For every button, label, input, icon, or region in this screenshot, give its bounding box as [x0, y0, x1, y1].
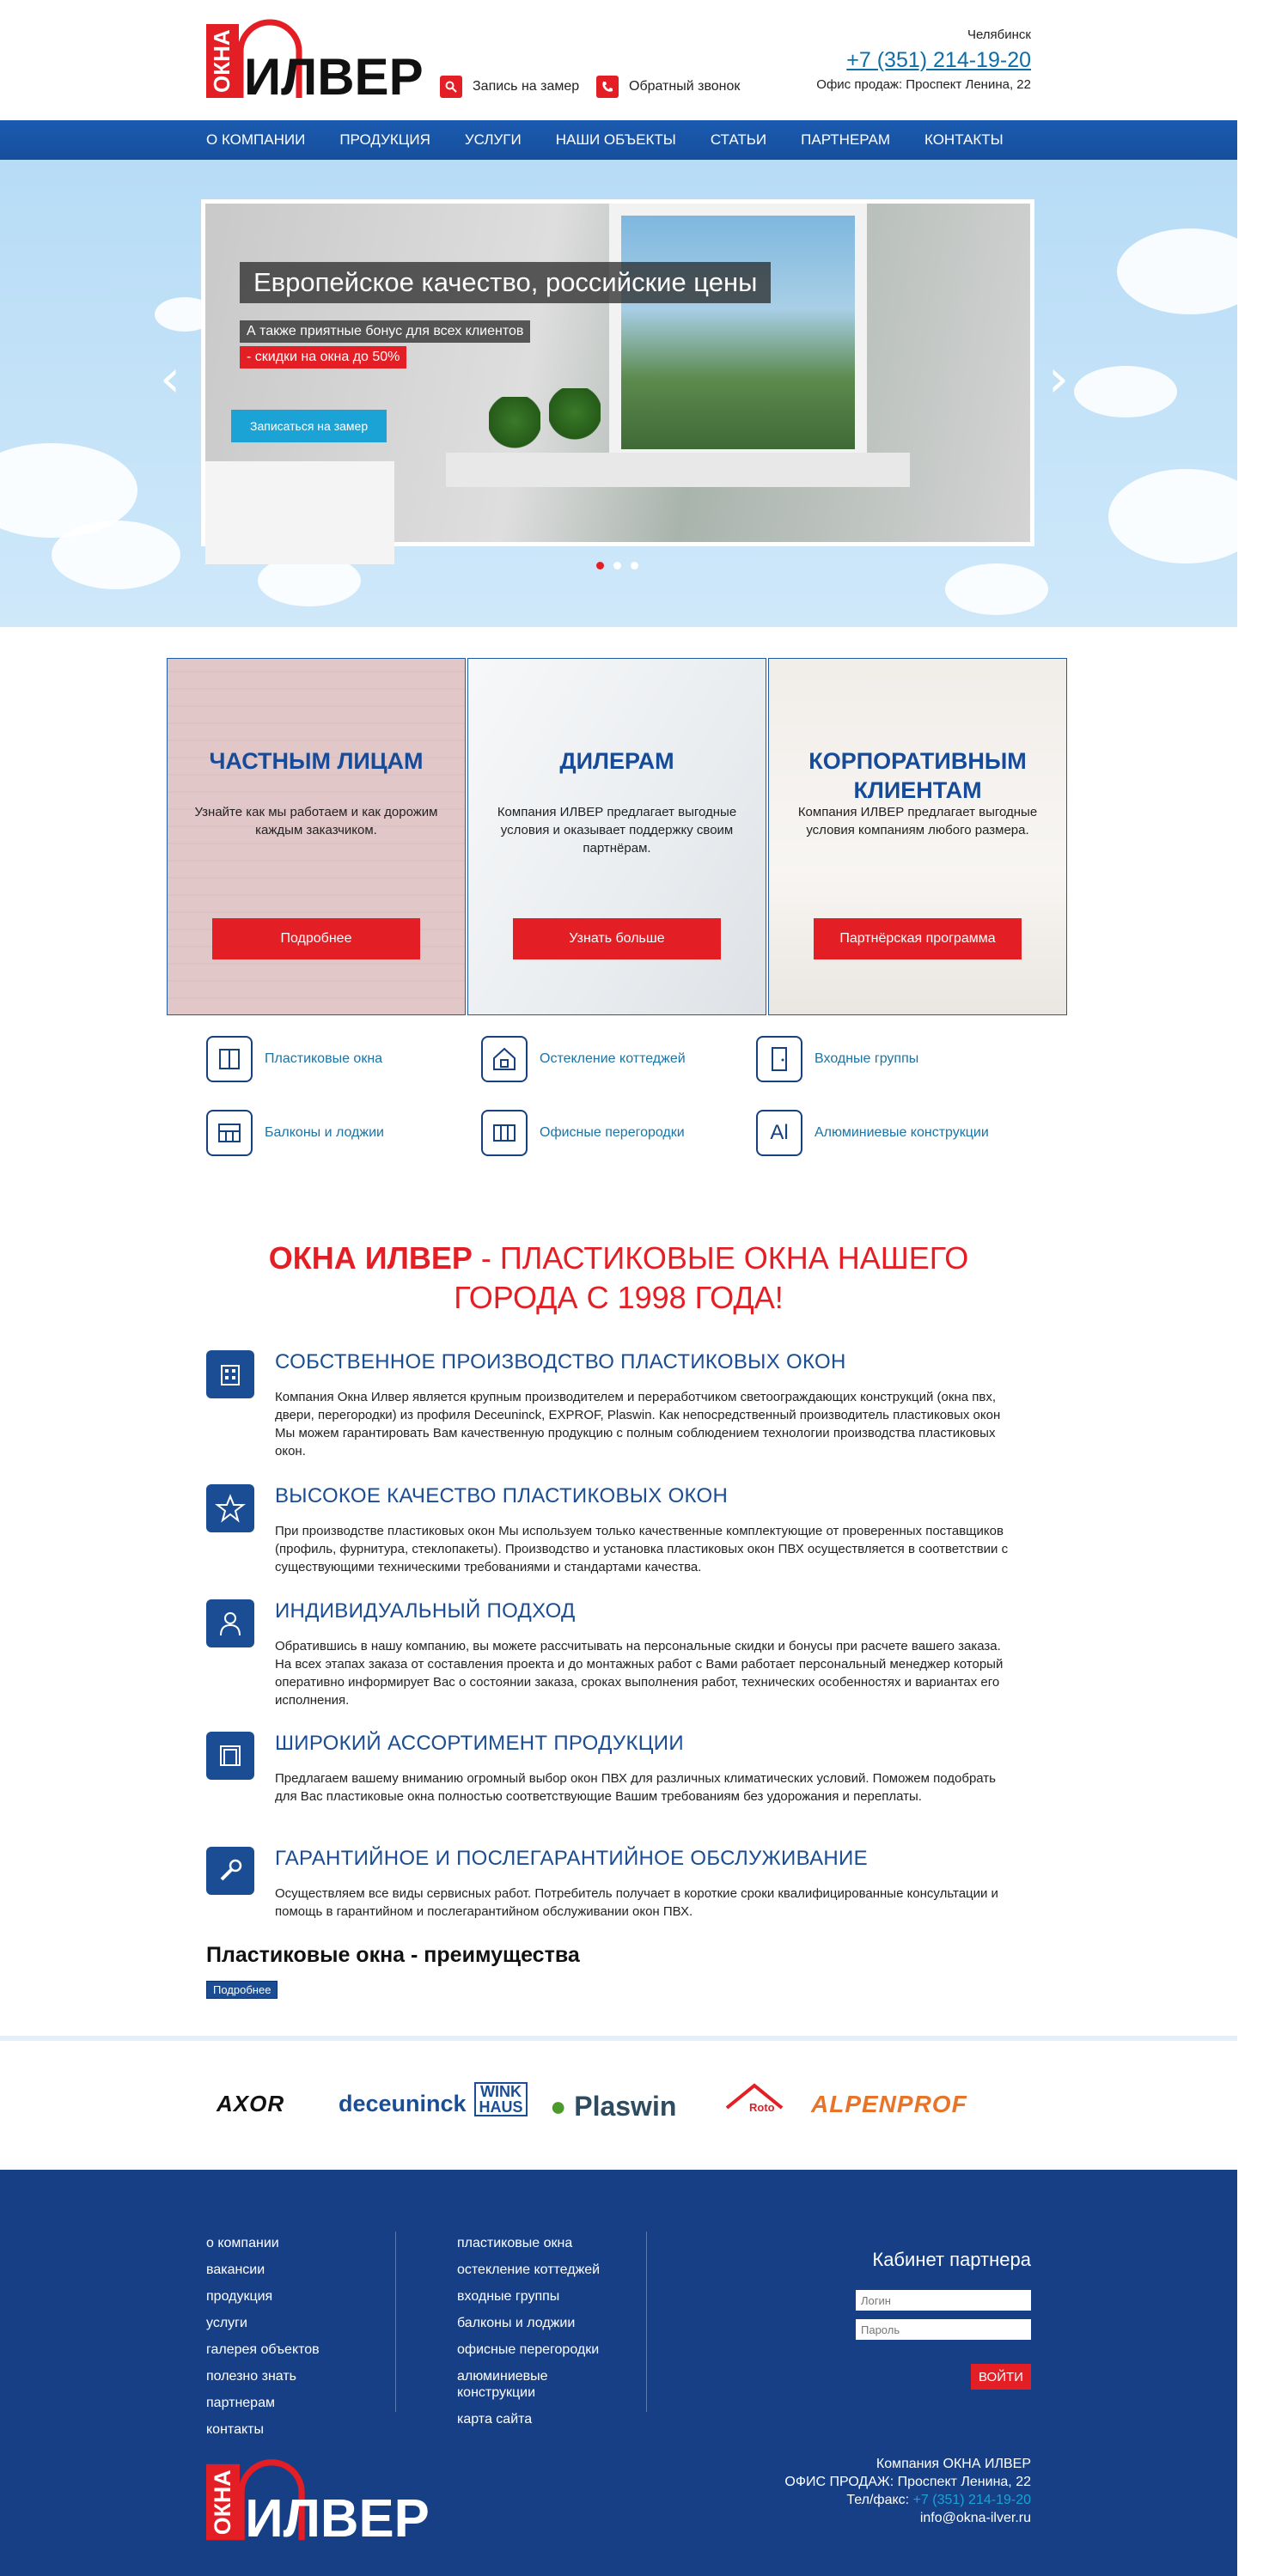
partner-logo-deceuninck[interactable]: deceuninck [339, 2091, 467, 2116]
footer-link[interactable]: карта сайта [457, 2412, 533, 2427]
product-label: Входные группы [815, 1051, 919, 1066]
slider-dot[interactable] [631, 562, 638, 569]
card-title: ДИЛЕРАМ [559, 748, 674, 774]
measure-request-button[interactable] [440, 74, 579, 100]
footer-link[interactable]: услуги [206, 2316, 247, 2330]
callback-label: Обратный звонок [629, 79, 741, 94]
partner-logo-alpenprof[interactable]: ALPENPROF [811, 2091, 967, 2117]
catalog-icon [206, 1732, 254, 1780]
card-text: Узнайте как мы работаем и как дорожим каждым заказчиком. [194, 805, 438, 837]
aluminium-icon [756, 1110, 802, 1156]
slider-next-arrow-icon[interactable]: › [1048, 349, 1069, 409]
partner-logo-plaswin[interactable] [550, 2091, 676, 2122]
feature-title: ВЫСОКОЕ КАЧЕСТВО ПЛАСТИКОВЫХ ОКОН [275, 1484, 729, 1507]
wrench-icon [206, 1847, 254, 1895]
partner-cabinet-title: Кабинет партнера [872, 2249, 1031, 2270]
footer-divider [395, 2232, 396, 2412]
svg-text:ОКНА: ОКНА [209, 2469, 235, 2536]
hero-section [0, 160, 1237, 627]
card-private [167, 658, 466, 1015]
product-office-partitions[interactable] [481, 1110, 685, 1156]
plant-graphic [549, 388, 601, 448]
password-input[interactable] [856, 2319, 1031, 2340]
plant-graphic [489, 397, 540, 457]
partner-logo-winkhaus[interactable]: WINK HAUS [474, 2082, 528, 2116]
footer-email-link[interactable]: info@okna-ilver.ru [919, 2511, 1031, 2525]
window-icon [206, 1036, 253, 1082]
footer-link[interactable]: партнерам [206, 2396, 275, 2410]
nav-item-partners[interactable]: ПАРТНЕРАМ [801, 131, 890, 148]
feature-title: ГАРАНТИЙНОЕ И ПОСЛЕГАРАНТИЙНОЕ ОБСЛУЖИВАНИЕ [275, 1847, 868, 1870]
slider-dots [596, 562, 648, 569]
office-address: Офис продаж: Проспект Ленина, 22 [816, 77, 1031, 92]
site-header [0, 0, 1237, 120]
site-footer [0, 2170, 1237, 2576]
feature-title: ИНДИВИДУАЛЬНЫЙ ПОДХОД [275, 1599, 576, 1623]
about-title [206, 1239, 1031, 1318]
footer-link[interactable]: галерея объектов [206, 2342, 320, 2357]
slider-slide [201, 199, 1034, 546]
footer-menu-products [457, 2230, 629, 2433]
site-logo[interactable] [206, 17, 424, 106]
card-title: ЧАСТНЫМ ЛИЦАМ [209, 748, 424, 774]
footer-link[interactable]: продукция [206, 2289, 273, 2304]
footer-link[interactable]: остекление коттеджей [457, 2262, 601, 2277]
slide-window-graphic [609, 204, 867, 461]
feature-text: Осуществляем все виды сервисных работ. Потребитель получает в короткие сроки квалифицированные консультации и помощь в гарантийном и послегарантийном обслуживании окон ПВХ. [275, 1886, 998, 1919]
product-aluminium[interactable] [756, 1110, 989, 1156]
login-button[interactable]: ВОЙТИ [971, 2364, 1031, 2390]
feature-title: СОБСТВЕННОЕ ПРОИЗВОДСТВО ПЛАСТИКОВЫХ ОКОН [275, 1350, 846, 1373]
feature-text: При производстве пластиковых окон Мы используем только качественные комплектующие от проверенных поставщиков (профиль, фурнитура, стеклопакеты). Производство и установка пластиковых окон ПВХ осуществляется в соответствии с существующими техническими требованиями и стандартами качества. [275, 1524, 1009, 1574]
feature-text: Компания Окна Илвер является крупным производителем и переработчиком светоограждающих конструкций (окна пвх, двери, перегородки) из профиля Deceuninck, EXPROF, Plaswin. Как непосредственный производитель пластиковых окон Мы можем гарантировать Вам качественную продукцию с полным соблюдением технологии производства пластиковых окон. [275, 1390, 1001, 1459]
svg-text:ИЛВЕР: ИЛВЕР [244, 48, 424, 106]
advantages-more-button[interactable]: Подробнее [206, 1981, 278, 1999]
card-dealers-button[interactable]: Узнать больше [513, 918, 721, 959]
factory-icon [206, 1350, 254, 1398]
feature-text: Обратившись в нашу компанию, вы можете рассчитывать на персональные скидки и бонусы при расчете вашего заказа. На всех этапах заказа от составления проекта и до монтажных работ с Вами работает персональный менеджер который оперативно информирует Вас о состоянии заказа, сроках выполнения работ, технических особенностях и вариантах его исполнения. [275, 1639, 1004, 1708]
slider-dot[interactable] [596, 562, 604, 569]
card-corporate-button[interactable]: Партнёрская программа [814, 918, 1022, 959]
footer-link[interactable]: полезно знать [206, 2369, 296, 2384]
cloud-decoration [945, 563, 1048, 615]
footer-divider [646, 2232, 647, 2412]
footer-menu-company [206, 2230, 320, 2443]
slide-promo: - скидки на окна до 50% [240, 346, 406, 368]
search-icon [440, 76, 462, 98]
cloud-decoration [1117, 228, 1263, 314]
footer-office-address: ОФИС ПРОДАЖ: Проспект Ленина, 22 [784, 2475, 1031, 2489]
callback-button[interactable] [596, 74, 740, 100]
nav-item-contacts[interactable]: КОНТАКТЫ [924, 131, 1004, 148]
product-label: Балконы и лоджии [265, 1125, 384, 1140]
product-label: Алюминиевые конструкции [815, 1125, 989, 1140]
partition-icon [481, 1110, 528, 1156]
card-corporate [768, 658, 1067, 1015]
footer-phone-link[interactable]: +7 (351) 214-19-20 [912, 2493, 1031, 2507]
slide-desk-graphic [205, 461, 394, 564]
footer-link[interactable]: о компании [206, 2236, 279, 2250]
footer-link[interactable]: входные группы [457, 2289, 560, 2304]
footer-link[interactable]: алюминиевые конструкции [457, 2369, 548, 2400]
footer-link[interactable]: контакты [206, 2422, 264, 2437]
feature-text: Предлагаем вашему вниманию огромный выбор окон ПВХ для различных климатических условий. Поможем подобрать для Вас пластиковые окна полностью соответствующие Вашим требованиям без удорожания и переплаты. [275, 1771, 996, 1804]
card-private-button[interactable]: Подробнее [212, 918, 420, 959]
nav-item-company[interactable]: О КОМПАНИИ [206, 131, 306, 148]
advantages-title: Пластиковые окна - преимущества [206, 1943, 580, 1967]
cloud-decoration [1108, 469, 1263, 563]
footer-company-name: Компания ОКНА ИЛВЕР [876, 2457, 1031, 2471]
footer-tel-label: Тел/факс: [846, 2493, 913, 2507]
product-balconies[interactable] [206, 1110, 384, 1156]
product-entrance-groups[interactable] [756, 1036, 918, 1082]
footer-link[interactable]: офисные перегородки [457, 2342, 600, 2357]
balcony-icon [206, 1110, 253, 1156]
footer-contacts [784, 2455, 1031, 2527]
card-text: Компания ИЛВЕР предлагает выгодные условия и оказывает поддержку своим партнёрам. [497, 805, 737, 856]
svg-text:ИЛВЕР: ИЛВЕР [245, 2489, 430, 2549]
footer-phone-row [784, 2491, 1031, 2509]
person-icon [206, 1599, 254, 1647]
product-label: Офисные перегородки [540, 1125, 685, 1140]
card-title: КОРПОРАТИВНЫМ КЛИЕНТАМ [808, 748, 1027, 803]
feature-title: ШИРОКИЙ АССОРТИМЕНТ ПРОДУКЦИИ [275, 1732, 684, 1755]
main-nav [0, 120, 1237, 160]
product-cottage-glazing[interactable] [481, 1036, 686, 1082]
phone-icon [596, 76, 619, 98]
card-text: Компания ИЛВЕР предлагает выгодные условия компаниям любого размера. [797, 805, 1038, 837]
door-icon [756, 1036, 802, 1082]
slider-prev-arrow-icon[interactable]: ‹ [160, 349, 180, 409]
nav-item-articles[interactable]: СТАТЬИ [710, 131, 767, 148]
slider-dot[interactable] [613, 562, 621, 569]
footer-link[interactable]: балконы и лоджии [457, 2316, 576, 2330]
aluminium-glyph: Al [770, 1121, 789, 1144]
login-input[interactable] [856, 2290, 1031, 2311]
plaswin-leaf-icon: ● [550, 2091, 567, 2122]
footer-logo[interactable] [206, 2453, 430, 2549]
nav-item-objects[interactable]: НАШИ ОБЪЕКТЫ [555, 131, 676, 148]
cloud-decoration [52, 521, 180, 589]
partner-name: Roto [749, 2101, 775, 2114]
city-label[interactable]: Челябинск [967, 27, 1031, 42]
nav-item-products[interactable]: ПРОДУКЦИЯ [339, 131, 430, 148]
slide-measure-button[interactable]: Записаться на замер [231, 410, 387, 442]
partner-logo-roto[interactable] [723, 2080, 785, 2115]
measure-request-label: Запись на замер [473, 79, 580, 94]
slide-subtitle: А также приятные бонус для всех клиентов [240, 320, 530, 343]
partners-strip [0, 2036, 1237, 2170]
card-dealers [467, 658, 766, 1015]
house-icon [481, 1036, 528, 1082]
product-label: Остекление коттеджей [540, 1051, 686, 1066]
footer-link[interactable]: пластиковые окна [457, 2236, 573, 2250]
slide-sill-graphic [446, 453, 910, 487]
about-title-rest: - ПЛАСТИКОВЫЕ ОКНА НАШЕГО ГОРОДА С 1998 ГОДА! [454, 1240, 969, 1315]
cloud-decoration [1074, 366, 1177, 417]
product-plastic-windows[interactable] [206, 1036, 382, 1082]
svg-text:ОКНА: ОКНА [209, 29, 235, 93]
partner-logo-axor[interactable]: AXOR [217, 2091, 285, 2116]
slide-title: Европейское качество, российские цены [240, 262, 771, 303]
product-label: Пластиковые окна [265, 1051, 383, 1066]
partner-name: Plaswin [574, 2091, 677, 2122]
star-icon [206, 1484, 254, 1532]
header-phone-link[interactable]: +7 (351) 214-19-20 [846, 48, 1031, 72]
footer-link[interactable]: вакансии [206, 2262, 265, 2277]
about-title-brand: ОКНА ИЛВЕР [268, 1240, 473, 1276]
nav-item-services[interactable]: УСЛУГИ [464, 131, 522, 148]
